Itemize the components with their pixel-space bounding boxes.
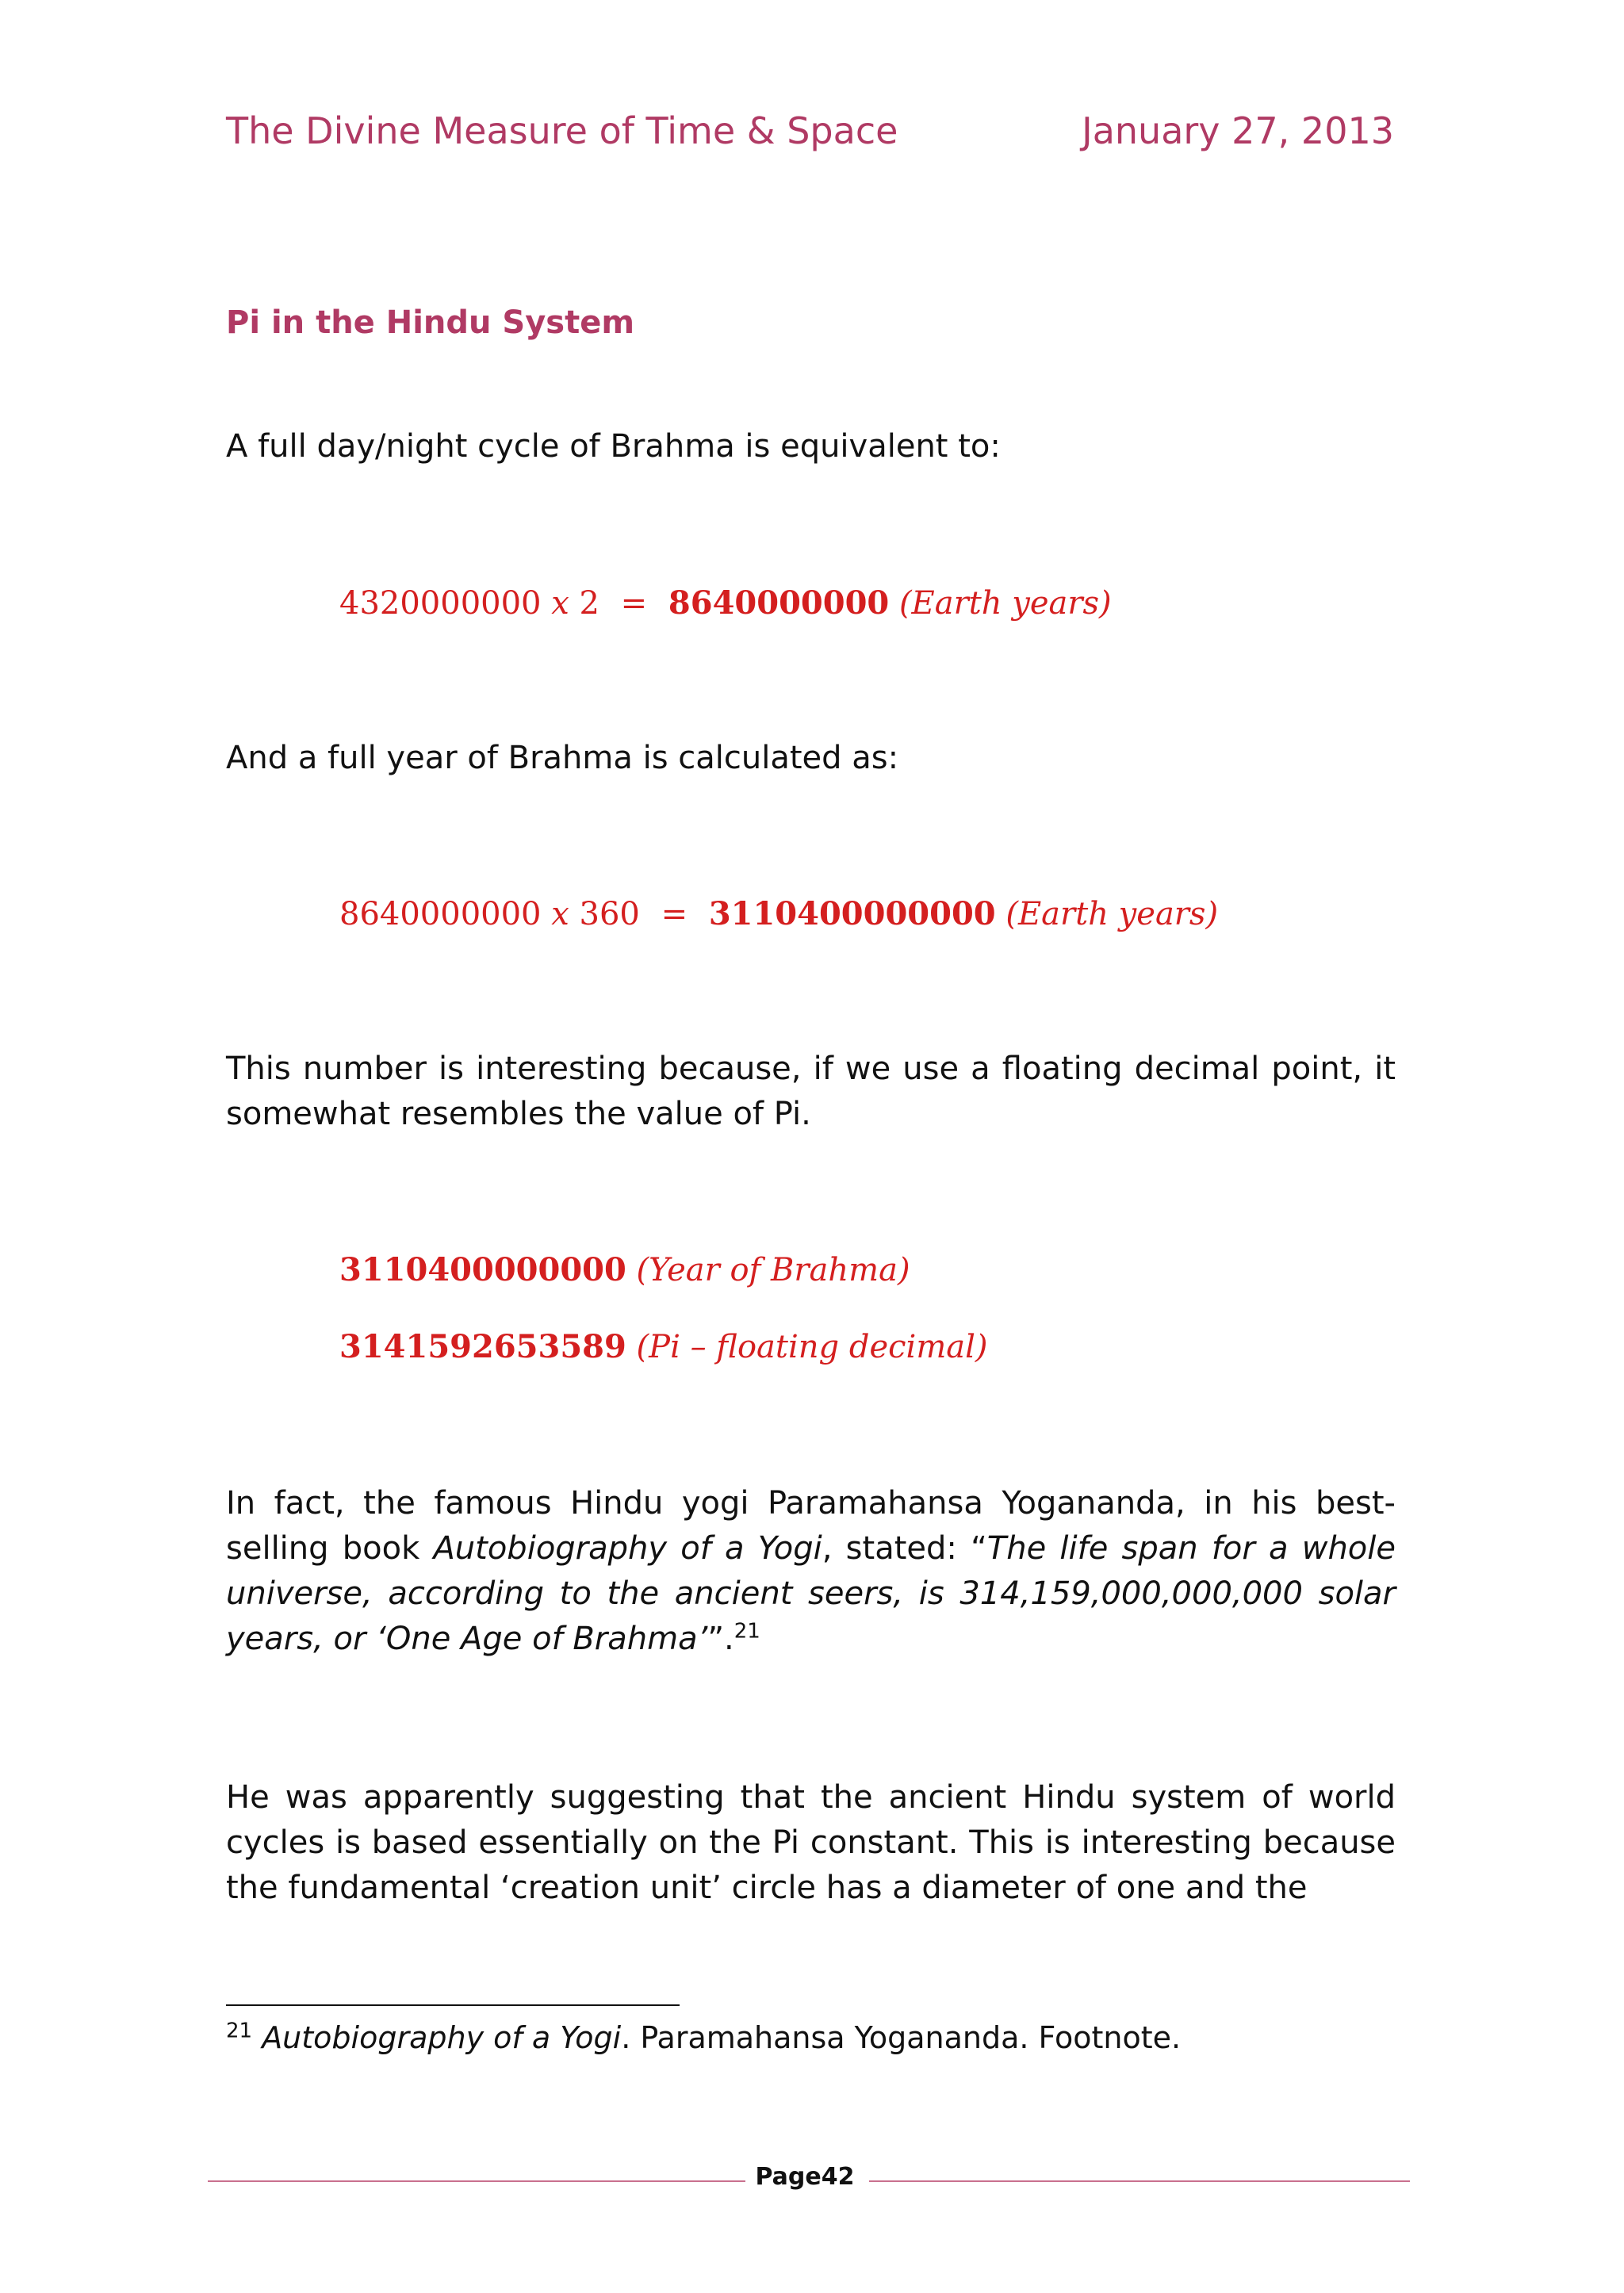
- equation-3-value: 3110400000000: [339, 1251, 626, 1288]
- page-number: Page42: [755, 2163, 855, 2191]
- equation-4: [339, 1328, 988, 1365]
- footnote-book-title: Autobiography of a Yogi: [262, 2020, 622, 2055]
- paragraph-2: And a full year of Brahma is calculated as:: [226, 740, 899, 776]
- equation-2-lhs: 8640000000: [339, 896, 542, 932]
- paragraph-4: [226, 1481, 1396, 1662]
- equation-4-note: (Pi – floating decimal): [636, 1329, 988, 1365]
- header-date: January 27, 2013: [1082, 109, 1394, 152]
- equation-1-factor: 2: [579, 585, 599, 622]
- paragraph-5: He was apparently suggesting that the ancient Hindu system of world cycles is based essentially on the Pi constant. This is interesting because the fundamental ‘creation unit’ circle has a diameter of one and the: [226, 1779, 1396, 1906]
- equation-4-value: 3141592653589: [339, 1328, 626, 1365]
- paragraph-3: This number is interesting because, if we use a floating decimal point, it somewhat resembles the value of Pi.: [226, 1051, 1396, 1132]
- footnote-number: 21: [226, 2019, 253, 2043]
- equation-2-result: 3110400000000: [708, 895, 996, 932]
- equation-1-operator: x: [551, 585, 569, 622]
- paragraph-4-quote: The life span for a whole universe, according to the ancient seers, is 314,159,000,000,000 solar years, or ‘One Age of Brahma’: [226, 1530, 1396, 1657]
- equation-1-result: 8640000000: [668, 584, 890, 622]
- footnote: [226, 2020, 1181, 2055]
- equation-3: [339, 1251, 910, 1288]
- equation-2-factor: 360: [579, 896, 640, 932]
- footnote-text: . Paramahansa Yogananda. Footnote.: [621, 2020, 1182, 2055]
- header-title: The Divine Measure of Time & Space: [226, 109, 898, 152]
- equation-1-unit: (Earth years): [898, 585, 1112, 622]
- equation-1-lhs: 4320000000: [339, 585, 542, 622]
- equation-1: [339, 584, 1112, 622]
- section-heading: Pi in the Hindu System: [226, 304, 635, 341]
- equation-1-equals: =: [620, 585, 648, 622]
- paragraph-4-text-1: In fact, the famous Hindu yogi Paramahansa Yogananda, in his best-selling book: [226, 1485, 1396, 1567]
- footnote-reference[interactable]: 21: [733, 1619, 760, 1644]
- footer-rule-right: [869, 2180, 1410, 2182]
- equation-2-unit: (Earth years): [1005, 896, 1219, 932]
- equation-2-equals: =: [661, 896, 688, 932]
- equation-2: [339, 895, 1218, 932]
- footer-rule-left: [208, 2180, 745, 2182]
- paragraph-4-book-title: Autobiography of a Yogi: [433, 1530, 822, 1567]
- equation-2-operator: x: [551, 896, 569, 932]
- paragraph-4-text-3: ”.: [707, 1621, 734, 1657]
- paragraph-1: A full day/night cycle of Brahma is equivalent to:: [226, 428, 1001, 465]
- footnote-separator: [226, 2004, 680, 2006]
- paragraph-4-text-2: , stated: “: [822, 1530, 987, 1567]
- equation-3-note: (Year of Brahma): [636, 1252, 910, 1288]
